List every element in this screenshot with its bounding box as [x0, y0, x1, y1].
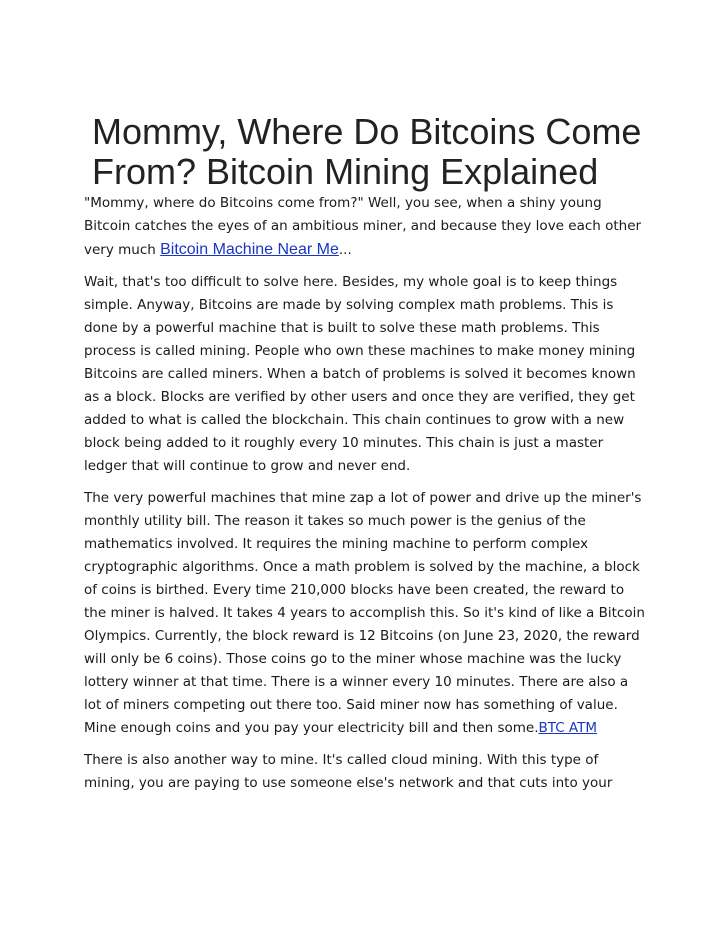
text-line: Olympics. Currently, the block reward is 12 Bitcoins (on June 23, 2020, the reward [84, 628, 640, 644]
btc-atm-link[interactable]: BTC ATM [538, 720, 598, 736]
text-line-with-link [84, 238, 644, 262]
text-line: There is also another way to mine. It's called cloud mining. With this type of [84, 752, 599, 768]
text-line: of coins is birthed. Every time 210,000 blocks have been created, the reward to [84, 582, 625, 598]
text-line: "Mommy, where do Bitcoins come from?" Well, you see, when a shiny young [84, 195, 602, 211]
text-line: The very powerful machines that mine zap a lot of power and drive up the miner's [84, 490, 642, 506]
text-fragment: Mine enough coins and you pay your electricity bill and then some. [84, 720, 539, 736]
text-line: monthly utility bill. The reason it takes so much power is the genius of the [84, 513, 586, 529]
text-line: will only be 6 coins). Those coins go to the miner whose machine was the lucky [84, 651, 622, 667]
text-line: ledger that will continue to grow and never end. [84, 458, 411, 474]
text-fragment: ... [338, 242, 352, 258]
text-line: mathematics involved. It requires the mining machine to perform complex [84, 536, 589, 552]
text-fragment: very much [84, 242, 161, 258]
page-title [92, 112, 692, 192]
text-line: Bitcoin catches the eyes of an ambitious miner, and because they love each other [84, 218, 642, 234]
paragraph-power-and-rewards [84, 487, 644, 740]
text-line: simple. Anyway, Bitcoins are made by solving complex math problems. This is [84, 297, 614, 313]
title-line-1: Mommy, Where Do Bitcoins Come [92, 111, 642, 152]
paragraph-mining-explained [84, 271, 644, 478]
article-body [84, 192, 644, 804]
text-line: cryptographic algorithms. Once a math problem is solved by the machine, a block [84, 559, 640, 575]
text-line: Bitcoins are called miners. When a batch of problems is solved it becomes known [84, 366, 636, 382]
text-line-with-link [84, 717, 644, 740]
text-line: the miner is halved. It takes 4 years to accomplish this. So it's kind of like a Bitcoin [84, 605, 645, 621]
text-line: as a block. Blocks are verified by other users and once they are verified, they get [84, 389, 635, 405]
text-line: done by a powerful machine that is built to solve these math problems. This [84, 320, 600, 336]
text-line: block being added to it roughly every 10 minutes. This chain is just a master [84, 435, 604, 451]
text-line: lot of miners competing out there too. Said miner now has something of value. [84, 697, 618, 713]
text-line: mining, you are paying to use someone else's network and that cuts into your [84, 775, 613, 791]
text-line: lottery winner at that time. There is a winner every 10 minutes. There are also a [84, 674, 629, 690]
text-line: process is called mining. People who own these machines to make money mining [84, 343, 636, 359]
text-line: added to what is called the blockchain. This chain continues to grow with a new [84, 412, 625, 428]
text-line: Wait, that's too difficult to solve here. Besides, my whole goal is to keep things [84, 274, 618, 290]
paragraph-intro [84, 192, 644, 262]
paragraph-cloud-mining [84, 749, 644, 795]
title-line-2: From? Bitcoin Mining Explained [92, 151, 599, 192]
bitcoin-machine-near-me-link[interactable]: Bitcoin Machine Near Me [160, 241, 339, 258]
